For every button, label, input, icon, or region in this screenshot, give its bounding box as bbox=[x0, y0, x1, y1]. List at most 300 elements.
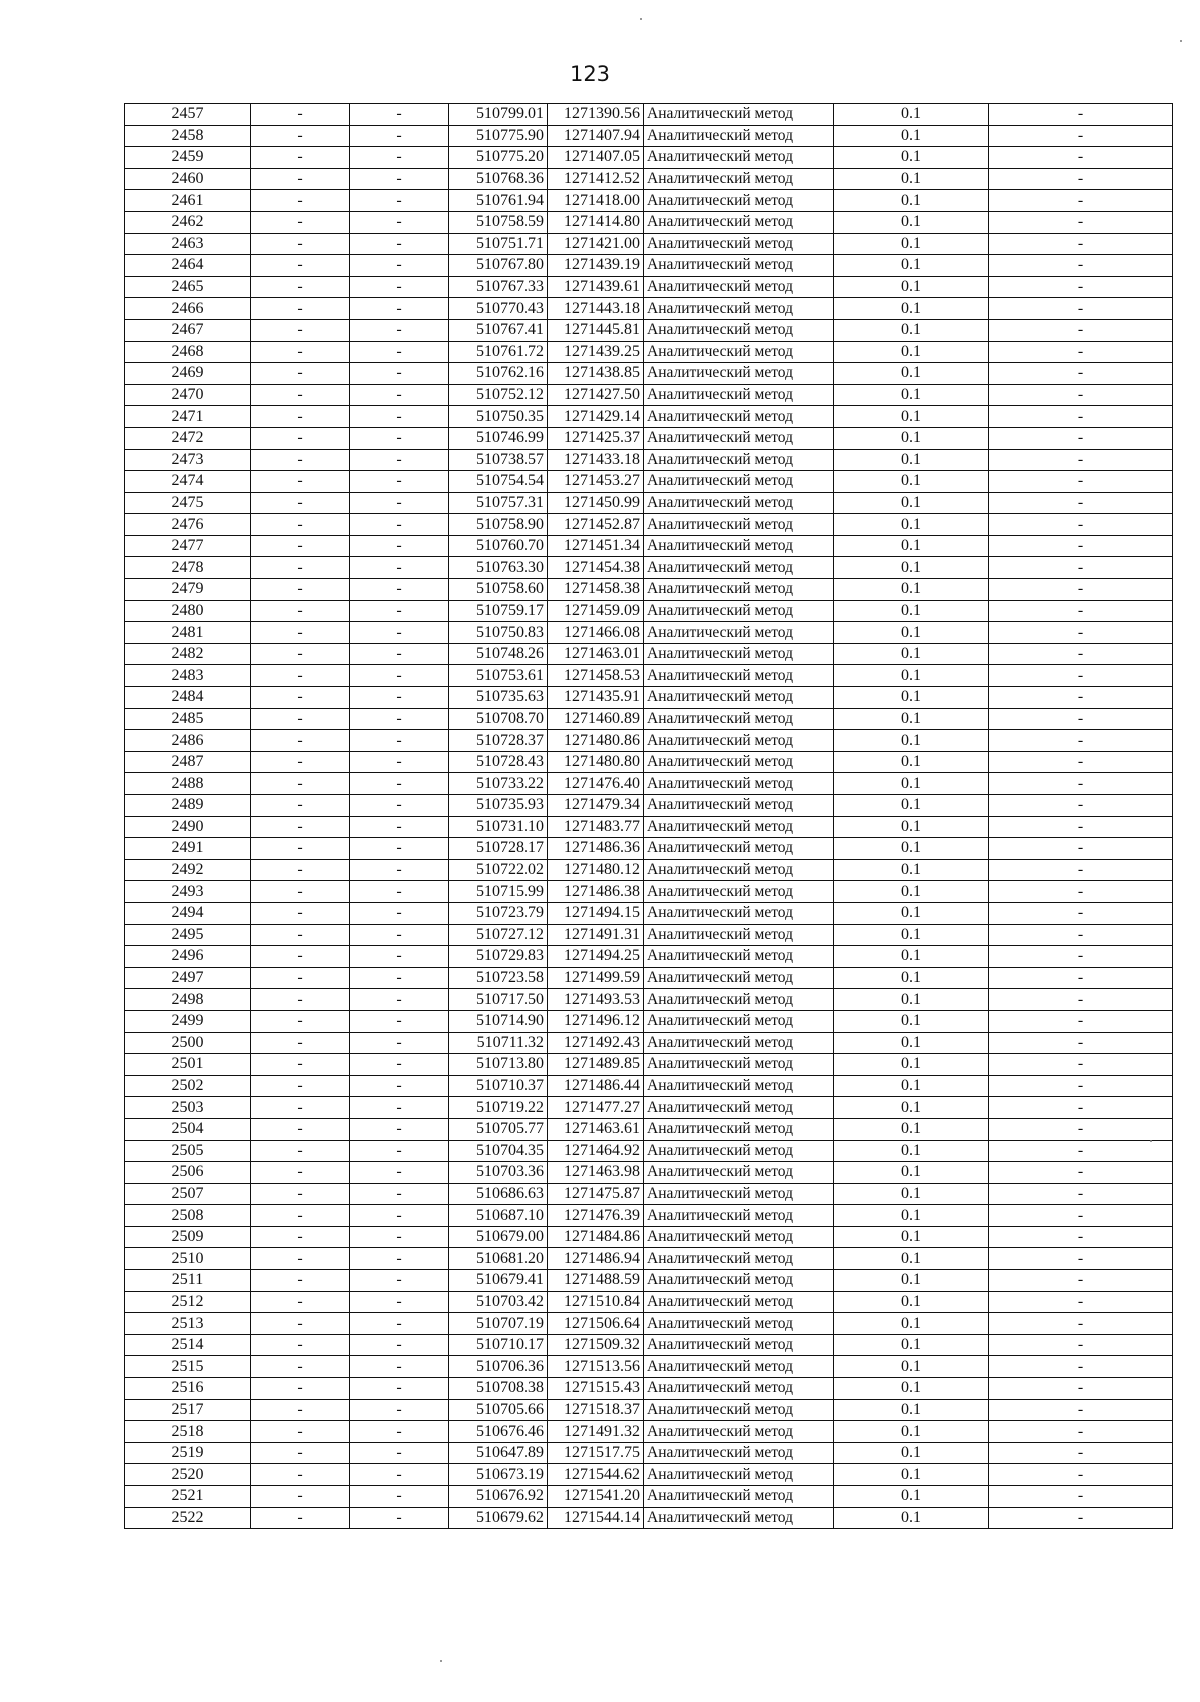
method-cell: Аналитический метод bbox=[644, 125, 834, 147]
method-cell: Аналитический метод bbox=[644, 881, 834, 903]
coordinate-x-cell: 510767.33 bbox=[449, 276, 548, 298]
point-number-cell: 2518 bbox=[125, 1421, 251, 1443]
method-cell: Аналитический метод bbox=[644, 1097, 834, 1119]
point-number-cell: 2520 bbox=[125, 1464, 251, 1486]
empty-cell-2: - bbox=[350, 449, 449, 471]
point-number-cell: 2519 bbox=[125, 1442, 251, 1464]
coordinate-y-cell: 1271506.64 bbox=[548, 1313, 644, 1335]
table-row bbox=[125, 643, 1173, 665]
coordinate-y-cell: 1271544.62 bbox=[548, 1464, 644, 1486]
method-cell: Аналитический метод bbox=[644, 902, 834, 924]
method-cell: Аналитический метод bbox=[644, 319, 834, 341]
accuracy-cell: 0.1 bbox=[834, 168, 989, 190]
empty-cell-3: - bbox=[989, 1421, 1173, 1443]
empty-cell-1: - bbox=[251, 1421, 350, 1443]
empty-cell-3: - bbox=[989, 319, 1173, 341]
coordinate-x-cell: 510722.02 bbox=[449, 859, 548, 881]
empty-cell-1: - bbox=[251, 1356, 350, 1378]
empty-cell-1: - bbox=[251, 989, 350, 1011]
coordinate-y-cell: 1271544.14 bbox=[548, 1507, 644, 1529]
empty-cell-1: - bbox=[251, 946, 350, 968]
coordinate-x-cell: 510679.41 bbox=[449, 1270, 548, 1292]
empty-cell-3: - bbox=[989, 449, 1173, 471]
coordinate-x-cell: 510768.36 bbox=[449, 168, 548, 190]
empty-cell-2: - bbox=[350, 1507, 449, 1529]
point-number-cell: 2459 bbox=[125, 147, 251, 169]
table-row bbox=[125, 233, 1173, 255]
empty-cell-2: - bbox=[350, 233, 449, 255]
method-cell: Аналитический метод bbox=[644, 168, 834, 190]
coordinate-x-cell: 510728.37 bbox=[449, 730, 548, 752]
coordinate-x-cell: 510757.31 bbox=[449, 492, 548, 514]
table-row bbox=[125, 1032, 1173, 1054]
point-number-cell: 2476 bbox=[125, 514, 251, 536]
accuracy-cell: 0.1 bbox=[834, 773, 989, 795]
coordinate-y-cell: 1271421.00 bbox=[548, 233, 644, 255]
coordinate-x-cell: 510748.26 bbox=[449, 643, 548, 665]
empty-cell-2: - bbox=[350, 1226, 449, 1248]
empty-cell-1: - bbox=[251, 1183, 350, 1205]
accuracy-cell: 0.1 bbox=[834, 104, 989, 126]
empty-cell-1: - bbox=[251, 1442, 350, 1464]
empty-cell-1: - bbox=[251, 363, 350, 385]
coordinate-x-cell: 510767.41 bbox=[449, 319, 548, 341]
coordinate-x-cell: 510759.17 bbox=[449, 600, 548, 622]
coordinate-y-cell: 1271438.85 bbox=[548, 363, 644, 385]
coordinate-x-cell: 510735.93 bbox=[449, 795, 548, 817]
coordinate-y-cell: 1271429.14 bbox=[548, 406, 644, 428]
accuracy-cell: 0.1 bbox=[834, 233, 989, 255]
empty-cell-3: - bbox=[989, 730, 1173, 752]
point-number-cell: 2463 bbox=[125, 233, 251, 255]
accuracy-cell: 0.1 bbox=[834, 1378, 989, 1400]
accuracy-cell: 0.1 bbox=[834, 471, 989, 493]
table-row bbox=[125, 211, 1173, 233]
empty-cell-2: - bbox=[350, 1248, 449, 1270]
empty-cell-2: - bbox=[350, 859, 449, 881]
accuracy-cell: 0.1 bbox=[834, 1032, 989, 1054]
table-row bbox=[125, 341, 1173, 363]
accuracy-cell: 0.1 bbox=[834, 579, 989, 601]
coordinate-x-cell: 510751.71 bbox=[449, 233, 548, 255]
method-cell: Аналитический метод bbox=[644, 104, 834, 126]
table-row bbox=[125, 147, 1173, 169]
coordinate-y-cell: 1271458.38 bbox=[548, 579, 644, 601]
coordinate-y-cell: 1271458.53 bbox=[548, 665, 644, 687]
empty-cell-1: - bbox=[251, 643, 350, 665]
method-cell: Аналитический метод bbox=[644, 535, 834, 557]
point-number-cell: 2511 bbox=[125, 1270, 251, 1292]
method-cell: Аналитический метод bbox=[644, 514, 834, 536]
coordinate-x-cell: 510719.22 bbox=[449, 1097, 548, 1119]
coordinate-y-cell: 1271493.53 bbox=[548, 989, 644, 1011]
coordinate-x-cell: 510770.43 bbox=[449, 298, 548, 320]
accuracy-cell: 0.1 bbox=[834, 319, 989, 341]
coordinate-y-cell: 1271453.27 bbox=[548, 471, 644, 493]
empty-cell-3: - bbox=[989, 1378, 1173, 1400]
accuracy-cell: 0.1 bbox=[834, 989, 989, 1011]
empty-cell-3: - bbox=[989, 924, 1173, 946]
coordinate-y-cell: 1271484.86 bbox=[548, 1226, 644, 1248]
empty-cell-3: - bbox=[989, 211, 1173, 233]
table-row bbox=[125, 298, 1173, 320]
accuracy-cell: 0.1 bbox=[834, 211, 989, 233]
empty-cell-1: - bbox=[251, 1270, 350, 1292]
table-row bbox=[125, 1378, 1173, 1400]
coordinate-x-cell: 510761.72 bbox=[449, 341, 548, 363]
coordinate-y-cell: 1271459.09 bbox=[548, 600, 644, 622]
empty-cell-3: - bbox=[989, 276, 1173, 298]
point-number-cell: 2513 bbox=[125, 1313, 251, 1335]
empty-cell-1: - bbox=[251, 816, 350, 838]
coordinate-x-cell: 510715.99 bbox=[449, 881, 548, 903]
empty-cell-1: - bbox=[251, 1054, 350, 1076]
table-body bbox=[125, 104, 1173, 1529]
accuracy-cell: 0.1 bbox=[834, 1486, 989, 1508]
table-row bbox=[125, 1313, 1173, 1335]
method-cell: Аналитический метод bbox=[644, 384, 834, 406]
table-row bbox=[125, 1054, 1173, 1076]
accuracy-cell: 0.1 bbox=[834, 190, 989, 212]
coordinate-y-cell: 1271463.98 bbox=[548, 1162, 644, 1184]
accuracy-cell: 0.1 bbox=[834, 1442, 989, 1464]
table-row bbox=[125, 1356, 1173, 1378]
point-number-cell: 2484 bbox=[125, 687, 251, 709]
point-number-cell: 2469 bbox=[125, 363, 251, 385]
empty-cell-2: - bbox=[350, 125, 449, 147]
empty-cell-1: - bbox=[251, 471, 350, 493]
empty-cell-1: - bbox=[251, 924, 350, 946]
accuracy-cell: 0.1 bbox=[834, 795, 989, 817]
empty-cell-1: - bbox=[251, 1118, 350, 1140]
empty-cell-1: - bbox=[251, 319, 350, 341]
accuracy-cell: 0.1 bbox=[834, 535, 989, 557]
coordinate-y-cell: 1271518.37 bbox=[548, 1399, 644, 1421]
empty-cell-3: - bbox=[989, 622, 1173, 644]
coordinate-y-cell: 1271488.59 bbox=[548, 1270, 644, 1292]
empty-cell-2: - bbox=[350, 1356, 449, 1378]
method-cell: Аналитический метод bbox=[644, 816, 834, 838]
table-row bbox=[125, 1399, 1173, 1421]
table-row bbox=[125, 989, 1173, 1011]
table-row bbox=[125, 535, 1173, 557]
empty-cell-2: - bbox=[350, 967, 449, 989]
coordinate-y-cell: 1271486.38 bbox=[548, 881, 644, 903]
table-row bbox=[125, 946, 1173, 968]
method-cell: Аналитический метод bbox=[644, 190, 834, 212]
empty-cell-2: - bbox=[350, 298, 449, 320]
table-row bbox=[125, 406, 1173, 428]
method-cell: Аналитический метод bbox=[644, 1162, 834, 1184]
point-number-cell: 2491 bbox=[125, 838, 251, 860]
method-cell: Аналитический метод bbox=[644, 1313, 834, 1335]
table-row bbox=[125, 1442, 1173, 1464]
method-cell: Аналитический метод bbox=[644, 773, 834, 795]
method-cell: Аналитический метод bbox=[644, 298, 834, 320]
empty-cell-3: - bbox=[989, 255, 1173, 277]
method-cell: Аналитический метод bbox=[644, 276, 834, 298]
empty-cell-1: - bbox=[251, 1486, 350, 1508]
coordinate-y-cell: 1271491.31 bbox=[548, 924, 644, 946]
empty-cell-3: - bbox=[989, 427, 1173, 449]
table-row bbox=[125, 1097, 1173, 1119]
accuracy-cell: 0.1 bbox=[834, 1226, 989, 1248]
point-number-cell: 2474 bbox=[125, 471, 251, 493]
empty-cell-2: - bbox=[350, 1140, 449, 1162]
empty-cell-3: - bbox=[989, 1010, 1173, 1032]
coordinate-y-cell: 1271486.94 bbox=[548, 1248, 644, 1270]
coordinate-x-cell: 510679.62 bbox=[449, 1507, 548, 1529]
coordinate-x-cell: 510758.59 bbox=[449, 211, 548, 233]
coordinate-x-cell: 510704.35 bbox=[449, 1140, 548, 1162]
coordinate-y-cell: 1271418.00 bbox=[548, 190, 644, 212]
empty-cell-2: - bbox=[350, 471, 449, 493]
coordinate-x-cell: 510647.89 bbox=[449, 1442, 548, 1464]
table-row bbox=[125, 514, 1173, 536]
point-number-cell: 2457 bbox=[125, 104, 251, 126]
method-cell: Аналитический метод bbox=[644, 1421, 834, 1443]
point-number-cell: 2486 bbox=[125, 730, 251, 752]
method-cell: Аналитический метод bbox=[644, 1464, 834, 1486]
table-row bbox=[125, 276, 1173, 298]
coordinate-x-cell: 510713.80 bbox=[449, 1054, 548, 1076]
point-number-cell: 2464 bbox=[125, 255, 251, 277]
empty-cell-1: - bbox=[251, 255, 350, 277]
coordinate-y-cell: 1271477.27 bbox=[548, 1097, 644, 1119]
coordinate-x-cell: 510750.83 bbox=[449, 622, 548, 644]
point-number-cell: 2489 bbox=[125, 795, 251, 817]
coordinate-y-cell: 1271439.25 bbox=[548, 341, 644, 363]
coordinate-y-cell: 1271480.86 bbox=[548, 730, 644, 752]
table-row bbox=[125, 190, 1173, 212]
empty-cell-3: - bbox=[989, 1356, 1173, 1378]
empty-cell-1: - bbox=[251, 406, 350, 428]
coordinate-x-cell: 510750.35 bbox=[449, 406, 548, 428]
coordinates-table bbox=[124, 103, 1173, 1529]
point-number-cell: 2521 bbox=[125, 1486, 251, 1508]
empty-cell-3: - bbox=[989, 1226, 1173, 1248]
point-number-cell: 2509 bbox=[125, 1226, 251, 1248]
coordinate-y-cell: 1271499.59 bbox=[548, 967, 644, 989]
coordinate-y-cell: 1271425.37 bbox=[548, 427, 644, 449]
coordinate-x-cell: 510735.63 bbox=[449, 687, 548, 709]
empty-cell-1: - bbox=[251, 449, 350, 471]
coordinate-y-cell: 1271486.44 bbox=[548, 1075, 644, 1097]
method-cell: Аналитический метод bbox=[644, 989, 834, 1011]
empty-cell-1: - bbox=[251, 730, 350, 752]
method-cell: Аналитический метод bbox=[644, 1291, 834, 1313]
method-cell: Аналитический метод bbox=[644, 1334, 834, 1356]
empty-cell-2: - bbox=[350, 406, 449, 428]
coordinate-y-cell: 1271451.34 bbox=[548, 535, 644, 557]
empty-cell-2: - bbox=[350, 622, 449, 644]
method-cell: Аналитический метод bbox=[644, 1507, 834, 1529]
empty-cell-2: - bbox=[350, 1313, 449, 1335]
empty-cell-3: - bbox=[989, 1097, 1173, 1119]
coordinate-y-cell: 1271476.39 bbox=[548, 1205, 644, 1227]
point-number-cell: 2487 bbox=[125, 751, 251, 773]
coordinate-y-cell: 1271427.50 bbox=[548, 384, 644, 406]
coordinate-x-cell: 510729.83 bbox=[449, 946, 548, 968]
empty-cell-3: - bbox=[989, 1075, 1173, 1097]
empty-cell-2: - bbox=[350, 427, 449, 449]
method-cell: Аналитический метод bbox=[644, 1378, 834, 1400]
point-number-cell: 2462 bbox=[125, 211, 251, 233]
table-row bbox=[125, 1118, 1173, 1140]
coordinate-y-cell: 1271480.80 bbox=[548, 751, 644, 773]
point-number-cell: 2480 bbox=[125, 600, 251, 622]
method-cell: Аналитический метод bbox=[644, 730, 834, 752]
coordinate-x-cell: 510728.43 bbox=[449, 751, 548, 773]
accuracy-cell: 0.1 bbox=[834, 492, 989, 514]
coordinate-y-cell: 1271439.19 bbox=[548, 255, 644, 277]
coordinate-x-cell: 510752.12 bbox=[449, 384, 548, 406]
coordinate-y-cell: 1271464.92 bbox=[548, 1140, 644, 1162]
empty-cell-3: - bbox=[989, 967, 1173, 989]
method-cell: Аналитический метод bbox=[644, 1205, 834, 1227]
empty-cell-3: - bbox=[989, 751, 1173, 773]
empty-cell-2: - bbox=[350, 147, 449, 169]
coordinate-x-cell: 510753.61 bbox=[449, 665, 548, 687]
accuracy-cell: 0.1 bbox=[834, 1270, 989, 1292]
point-number-cell: 2512 bbox=[125, 1291, 251, 1313]
accuracy-cell: 0.1 bbox=[834, 1183, 989, 1205]
scan-speck bbox=[1150, 1140, 1152, 1142]
empty-cell-2: - bbox=[350, 211, 449, 233]
method-cell: Аналитический метод bbox=[644, 795, 834, 817]
empty-cell-2: - bbox=[350, 579, 449, 601]
empty-cell-2: - bbox=[350, 687, 449, 709]
empty-cell-3: - bbox=[989, 104, 1173, 126]
table-row bbox=[125, 1464, 1173, 1486]
coordinate-y-cell: 1271491.32 bbox=[548, 1421, 644, 1443]
empty-cell-3: - bbox=[989, 1313, 1173, 1335]
method-cell: Аналитический метод bbox=[644, 751, 834, 773]
empty-cell-2: - bbox=[350, 168, 449, 190]
empty-cell-2: - bbox=[350, 795, 449, 817]
accuracy-cell: 0.1 bbox=[834, 363, 989, 385]
accuracy-cell: 0.1 bbox=[834, 557, 989, 579]
coordinate-x-cell: 510707.19 bbox=[449, 1313, 548, 1335]
empty-cell-1: - bbox=[251, 838, 350, 860]
empty-cell-1: - bbox=[251, 233, 350, 255]
table-row bbox=[125, 838, 1173, 860]
empty-cell-2: - bbox=[350, 492, 449, 514]
coordinate-y-cell: 1271494.25 bbox=[548, 946, 644, 968]
empty-cell-3: - bbox=[989, 1183, 1173, 1205]
empty-cell-3: - bbox=[989, 1140, 1173, 1162]
empty-cell-1: - bbox=[251, 665, 350, 687]
accuracy-cell: 0.1 bbox=[834, 816, 989, 838]
table-row bbox=[125, 427, 1173, 449]
empty-cell-2: - bbox=[350, 989, 449, 1011]
empty-cell-1: - bbox=[251, 384, 350, 406]
accuracy-cell: 0.1 bbox=[834, 1248, 989, 1270]
empty-cell-1: - bbox=[251, 859, 350, 881]
empty-cell-2: - bbox=[350, 1399, 449, 1421]
empty-cell-3: - bbox=[989, 298, 1173, 320]
accuracy-cell: 0.1 bbox=[834, 255, 989, 277]
coordinate-y-cell: 1271452.87 bbox=[548, 514, 644, 536]
coordinate-x-cell: 510763.30 bbox=[449, 557, 548, 579]
method-cell: Аналитический метод bbox=[644, 406, 834, 428]
empty-cell-3: - bbox=[989, 1054, 1173, 1076]
coordinate-y-cell: 1271454.38 bbox=[548, 557, 644, 579]
coordinate-x-cell: 510703.36 bbox=[449, 1162, 548, 1184]
method-cell: Аналитический метод bbox=[644, 427, 834, 449]
point-number-cell: 2503 bbox=[125, 1097, 251, 1119]
empty-cell-3: - bbox=[989, 643, 1173, 665]
empty-cell-2: - bbox=[350, 104, 449, 126]
coordinate-y-cell: 1271433.18 bbox=[548, 449, 644, 471]
empty-cell-3: - bbox=[989, 773, 1173, 795]
table-row bbox=[125, 125, 1173, 147]
coordinate-y-cell: 1271435.91 bbox=[548, 687, 644, 709]
empty-cell-2: - bbox=[350, 1183, 449, 1205]
method-cell: Аналитический метод bbox=[644, 233, 834, 255]
table-row bbox=[125, 1075, 1173, 1097]
coordinate-x-cell: 510703.42 bbox=[449, 1291, 548, 1313]
empty-cell-1: - bbox=[251, 881, 350, 903]
empty-cell-1: - bbox=[251, 600, 350, 622]
coordinate-x-cell: 510723.58 bbox=[449, 967, 548, 989]
empty-cell-3: - bbox=[989, 341, 1173, 363]
coordinate-x-cell: 510758.60 bbox=[449, 579, 548, 601]
coordinate-x-cell: 510676.92 bbox=[449, 1486, 548, 1508]
empty-cell-3: - bbox=[989, 1334, 1173, 1356]
empty-cell-1: - bbox=[251, 1378, 350, 1400]
coordinate-x-cell: 510761.94 bbox=[449, 190, 548, 212]
accuracy-cell: 0.1 bbox=[834, 859, 989, 881]
accuracy-cell: 0.1 bbox=[834, 838, 989, 860]
empty-cell-1: - bbox=[251, 967, 350, 989]
coordinate-x-cell: 510754.54 bbox=[449, 471, 548, 493]
empty-cell-1: - bbox=[251, 1032, 350, 1054]
method-cell: Аналитический метод bbox=[644, 859, 834, 881]
table-row bbox=[125, 1486, 1173, 1508]
empty-cell-1: - bbox=[251, 1162, 350, 1184]
point-number-cell: 2522 bbox=[125, 1507, 251, 1529]
point-number-cell: 2493 bbox=[125, 881, 251, 903]
table-row bbox=[125, 795, 1173, 817]
coordinate-x-cell: 510708.38 bbox=[449, 1378, 548, 1400]
method-cell: Аналитический метод bbox=[644, 622, 834, 644]
coordinate-y-cell: 1271513.56 bbox=[548, 1356, 644, 1378]
empty-cell-2: - bbox=[350, 643, 449, 665]
empty-cell-1: - bbox=[251, 1334, 350, 1356]
empty-cell-1: - bbox=[251, 795, 350, 817]
point-number-cell: 2499 bbox=[125, 1010, 251, 1032]
accuracy-cell: 0.1 bbox=[834, 1507, 989, 1529]
empty-cell-3: - bbox=[989, 168, 1173, 190]
accuracy-cell: 0.1 bbox=[834, 708, 989, 730]
table-row bbox=[125, 363, 1173, 385]
empty-cell-3: - bbox=[989, 535, 1173, 557]
coordinate-y-cell: 1271541.20 bbox=[548, 1486, 644, 1508]
coordinate-y-cell: 1271492.43 bbox=[548, 1032, 644, 1054]
table-row bbox=[125, 319, 1173, 341]
method-cell: Аналитический метод bbox=[644, 838, 834, 860]
accuracy-cell: 0.1 bbox=[834, 514, 989, 536]
accuracy-cell: 0.1 bbox=[834, 384, 989, 406]
empty-cell-3: - bbox=[989, 1464, 1173, 1486]
empty-cell-1: - bbox=[251, 1399, 350, 1421]
point-number-cell: 2495 bbox=[125, 924, 251, 946]
coordinate-x-cell: 510686.63 bbox=[449, 1183, 548, 1205]
empty-cell-1: - bbox=[251, 1226, 350, 1248]
accuracy-cell: 0.1 bbox=[834, 1075, 989, 1097]
empty-cell-2: - bbox=[350, 730, 449, 752]
